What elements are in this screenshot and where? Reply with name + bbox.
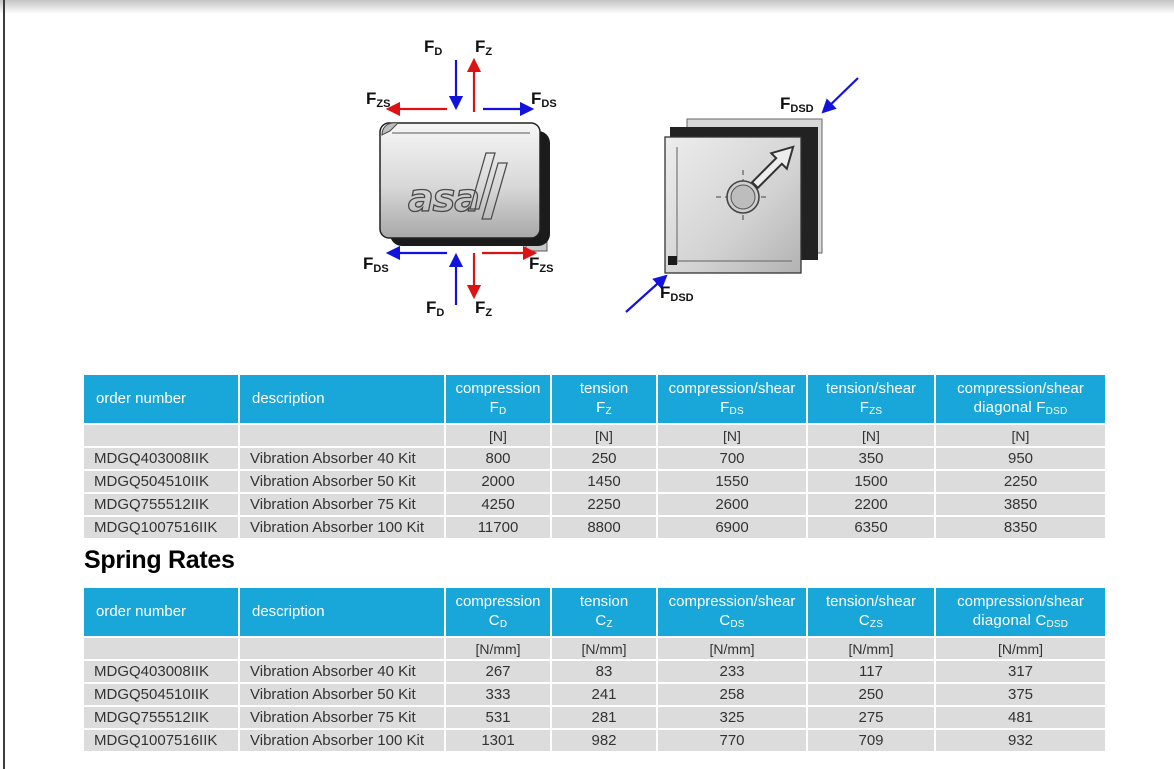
table-cell: 258	[658, 684, 806, 705]
unit-cell: [N]	[936, 425, 1105, 446]
force-label-fdsd-top: $F_{DSD}$	[780, 94, 814, 115]
unit-cell: [N/mm]	[936, 638, 1105, 659]
table-cell: 333	[446, 684, 550, 705]
column-header: compression $F_D$	[446, 375, 550, 423]
table-cell: 281	[552, 707, 656, 728]
unit-cell: [N]	[446, 425, 550, 446]
column-header: tension $F_Z$	[552, 375, 656, 423]
table-cell: Vibration Absorber 100 Kit	[240, 517, 444, 538]
unit-cell	[84, 638, 238, 659]
table-cell: 1301	[446, 730, 550, 751]
force-label-fds-right: $F_{DS}$	[531, 89, 557, 110]
table-cell: 4250	[446, 494, 550, 515]
unit-cell: [N/mm]	[552, 638, 656, 659]
table-cell: 3850	[936, 494, 1105, 515]
table-cell: Vibration Absorber 75 Kit	[240, 707, 444, 728]
table-cell: 1500	[808, 471, 934, 492]
table-cell: Vibration Absorber 75 Kit	[240, 494, 444, 515]
table-cell: 375	[936, 684, 1105, 705]
table-cell: MDGQ504510IIK	[84, 471, 238, 492]
column-header: compression/shear diagonal $F_{DSD}$	[936, 375, 1105, 423]
column-header: tension/shear $F_{ZS}$	[808, 375, 934, 423]
table-cell: MDGQ755512IIK	[84, 707, 238, 728]
table-cell: 8350	[936, 517, 1105, 538]
maximum-forces-table	[84, 375, 1105, 538]
table-cell: 275	[808, 707, 934, 728]
unit-cell	[240, 638, 444, 659]
column-header: order number	[84, 588, 238, 636]
table-cell: MDGQ504510IIK	[84, 684, 238, 705]
table-cell: 2600	[658, 494, 806, 515]
front-diagonal-diagram	[620, 70, 880, 320]
table-cell: 117	[808, 661, 934, 682]
table-cell: 6900	[658, 517, 806, 538]
force-label-fz-top: $F_Z$	[475, 37, 493, 58]
arrow-fdsd-top	[823, 78, 858, 112]
table-cell: 1550	[658, 471, 806, 492]
unit-cell: [N/mm]	[446, 638, 550, 659]
unit-cell	[84, 425, 238, 446]
table-cell: 241	[552, 684, 656, 705]
table-cell: 233	[658, 661, 806, 682]
table-cell: MDGQ403008IIK	[84, 448, 238, 469]
table-cell: MDGQ1007516IIK	[84, 730, 238, 751]
table-cell: 950	[936, 448, 1105, 469]
table-cell: 317	[936, 661, 1105, 682]
table-cell: Vibration Absorber 40 Kit	[240, 448, 444, 469]
table-cell: 83	[552, 661, 656, 682]
column-header: compression/shear $F_{DS}$	[658, 375, 806, 423]
table-cell: 932	[936, 730, 1105, 751]
force-label-fdsd-bottom: $F_{DSD}$	[660, 283, 694, 304]
column-header: compression/shear $C_{DS}$	[658, 588, 806, 636]
unit-cell: [N/mm]	[658, 638, 806, 659]
table-cell: MDGQ403008IIK	[84, 661, 238, 682]
table-cell: 2000	[446, 471, 550, 492]
force-label-fd-bottom: $F_D$	[426, 298, 445, 319]
table-cell: 531	[446, 707, 550, 728]
table-cell: Vibration Absorber 50 Kit	[240, 684, 444, 705]
corner-notch	[668, 256, 677, 265]
column-header: tension/shear $C_{ZS}$	[808, 588, 934, 636]
table-cell: 982	[552, 730, 656, 751]
table-cell: 6350	[808, 517, 934, 538]
column-header: compression/shear diagonal $C_{DSD}$	[936, 588, 1105, 636]
force-label-fzs-left: $F_{ZS}$	[366, 89, 391, 110]
force-label-fzs-bottom-right: $F_{ZS}$	[529, 254, 554, 275]
page-top-shadow	[0, 0, 1174, 14]
table-cell: 709	[808, 730, 934, 751]
table-cell: 350	[808, 448, 934, 469]
table-cell: Vibration Absorber 40 Kit	[240, 661, 444, 682]
table-cell: 267	[446, 661, 550, 682]
table-cell: 2250	[936, 471, 1105, 492]
unit-cell: [N]	[552, 425, 656, 446]
table-cell: 250	[808, 684, 934, 705]
table-cell: 8800	[552, 517, 656, 538]
table-cell: Vibration Absorber 50 Kit	[240, 471, 444, 492]
table-cell: 2200	[808, 494, 934, 515]
unit-cell: [N/mm]	[808, 638, 934, 659]
column-header: compression $C_D$	[446, 588, 550, 636]
table-cell: MDGQ1007516IIK	[84, 517, 238, 538]
column-header: tension $C_Z$	[552, 588, 656, 636]
asa-logo-text: asa	[408, 176, 479, 220]
force-label-fd-top: $F_D$	[424, 37, 443, 58]
spring-rates-heading: Spring Rates	[84, 546, 235, 574]
unit-cell: [N]	[808, 425, 934, 446]
table-cell: 325	[658, 707, 806, 728]
table-cell: 481	[936, 707, 1105, 728]
table-cell: 2250	[552, 494, 656, 515]
column-header: order number	[84, 375, 238, 423]
mounting-hole-inner	[731, 185, 755, 209]
unit-cell: [N]	[658, 425, 806, 446]
force-label-fds-bottom-left: $F_{DS}$	[363, 254, 389, 275]
table-cell: 770	[658, 730, 806, 751]
table-cell: 800	[446, 448, 550, 469]
force-label-fz-bottom: $F_Z$	[475, 298, 493, 319]
table-cell: 250	[552, 448, 656, 469]
unit-cell	[240, 425, 444, 446]
table-cell: 1450	[552, 471, 656, 492]
table-cell: 700	[658, 448, 806, 469]
table-cell: MDGQ755512IIK	[84, 494, 238, 515]
side-force-diagram	[350, 35, 580, 335]
column-header: description	[240, 588, 444, 636]
absorber-side-illustration	[350, 35, 580, 335]
page-left-border	[3, 0, 5, 769]
absorber-front-illustration	[620, 70, 880, 320]
spring-rates-table	[84, 588, 1105, 751]
table-cell: Vibration Absorber 100 Kit	[240, 730, 444, 751]
table-cell: 11700	[446, 517, 550, 538]
column-header: description	[240, 375, 444, 423]
